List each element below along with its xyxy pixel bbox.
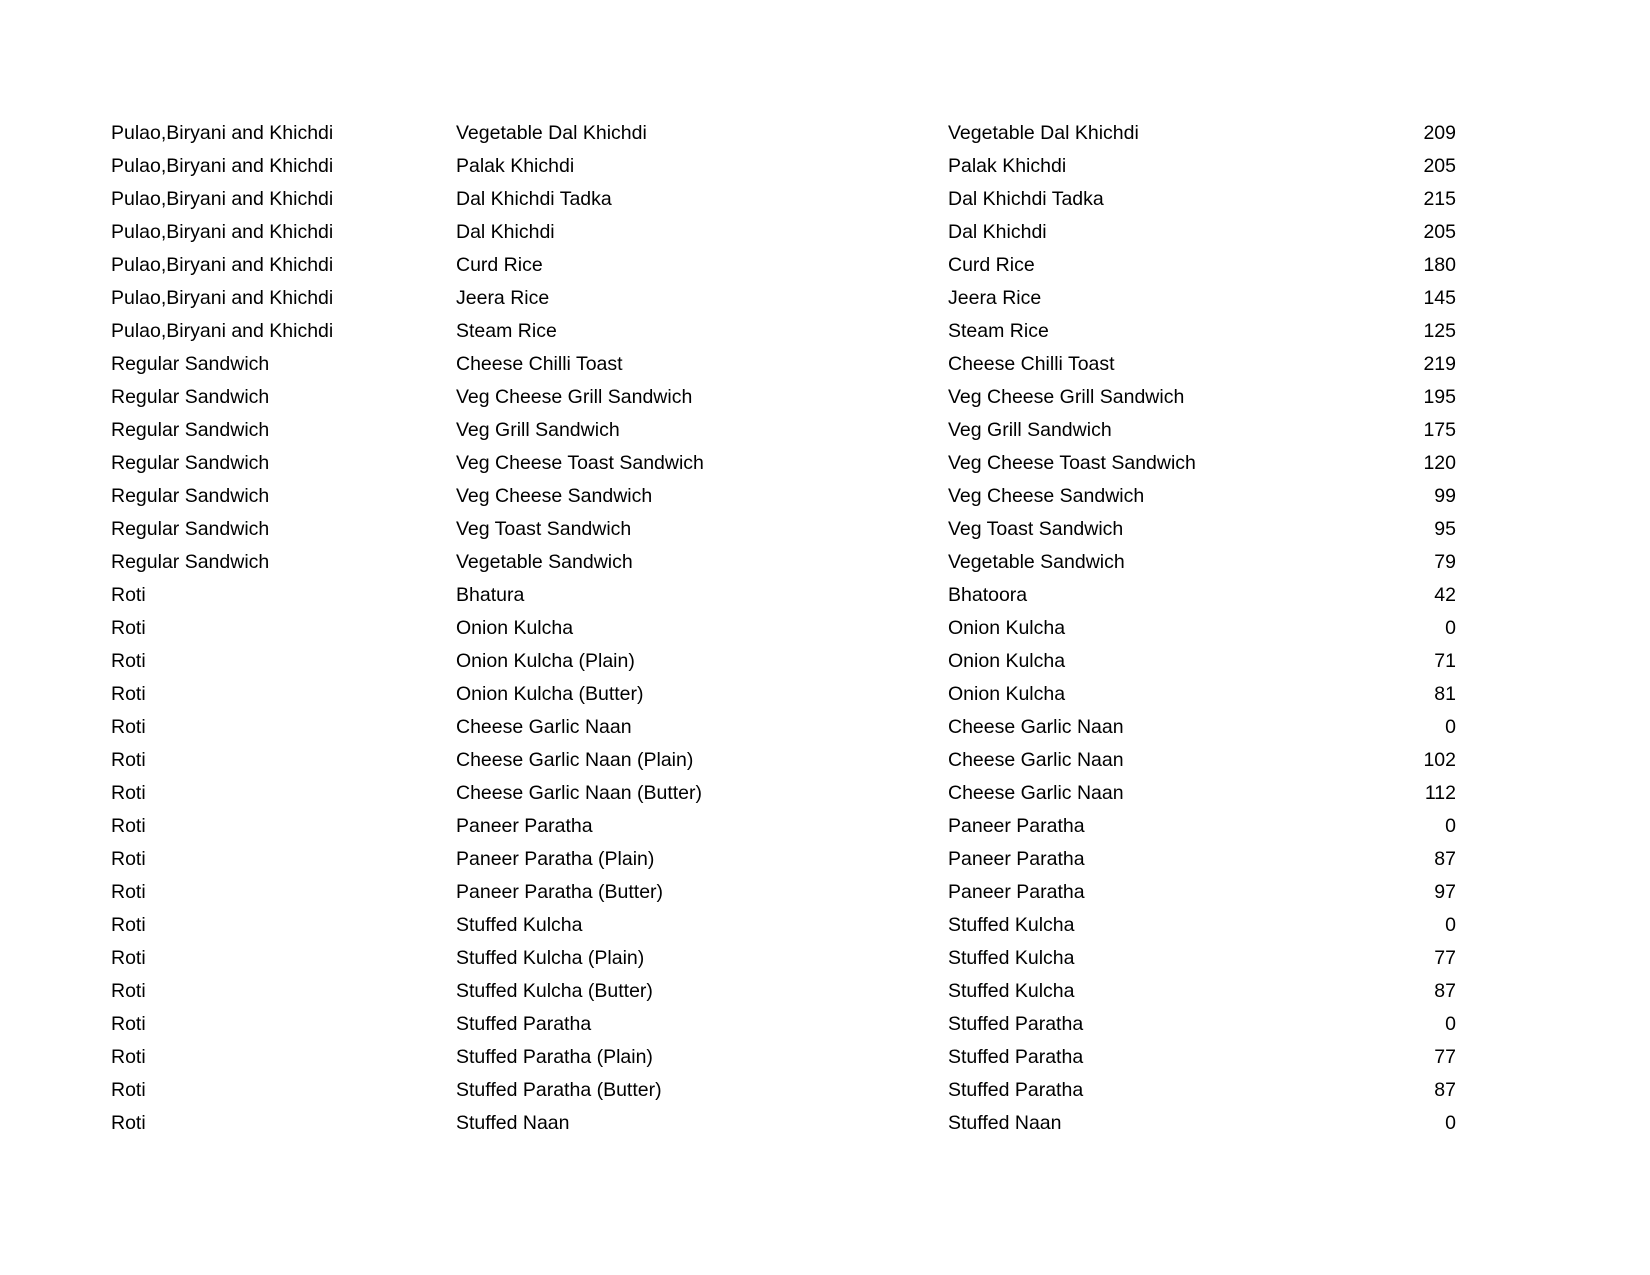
category-cell: Roti <box>111 782 146 804</box>
item-cell: Cheese Chilli Toast <box>456 353 623 375</box>
price-cell: 145 <box>1423 287 1456 309</box>
name-cell: Stuffed Kulcha <box>948 980 1075 1002</box>
table-row <box>111 216 1456 249</box>
table-row <box>111 1107 1456 1140</box>
item-cell: Bhatura <box>456 584 525 606</box>
price-cell: 81 <box>1434 683 1456 705</box>
price-cell: 120 <box>1423 452 1456 474</box>
item-cell: Veg Grill Sandwich <box>456 419 620 441</box>
category-cell: Roti <box>111 683 146 705</box>
category-cell: Pulao,Biryani and Khichdi <box>111 254 334 276</box>
item-cell: Veg Cheese Toast Sandwich <box>456 452 704 474</box>
category-cell: Regular Sandwich <box>111 518 270 540</box>
table-row <box>111 876 1456 909</box>
table-row <box>111 1008 1456 1041</box>
table-row <box>111 744 1456 777</box>
category-cell: Roti <box>111 947 146 969</box>
item-cell: Veg Cheese Sandwich <box>456 485 653 507</box>
name-cell: Cheese Chilli Toast <box>948 353 1115 375</box>
table-row <box>111 711 1456 744</box>
category-cell: Roti <box>111 650 146 672</box>
category-cell: Pulao,Biryani and Khichdi <box>111 221 334 243</box>
price-cell: 0 <box>1445 617 1456 639</box>
price-cell: 71 <box>1434 650 1456 672</box>
category-cell: Regular Sandwich <box>111 551 270 573</box>
name-cell: Veg Cheese Grill Sandwich <box>948 386 1185 408</box>
name-cell: Paneer Paratha <box>948 815 1085 837</box>
table-row <box>111 513 1456 546</box>
table-row <box>111 348 1456 381</box>
table-row <box>111 909 1456 942</box>
table-row <box>111 150 1456 183</box>
category-cell: Roti <box>111 584 146 606</box>
table-row <box>111 447 1456 480</box>
item-cell: Onion Kulcha (Plain) <box>456 650 635 672</box>
price-cell: 0 <box>1445 1013 1456 1035</box>
item-cell: Paneer Paratha (Butter) <box>456 881 664 903</box>
category-cell: Roti <box>111 1079 146 1101</box>
table-row <box>111 249 1456 282</box>
price-cell: 0 <box>1445 815 1456 837</box>
name-cell: Veg Toast Sandwich <box>948 518 1124 540</box>
item-cell: Jeera Rice <box>456 287 550 309</box>
table-row <box>111 282 1456 315</box>
price-cell: 77 <box>1434 1046 1456 1068</box>
price-cell: 87 <box>1434 1079 1456 1101</box>
item-cell: Paneer Paratha <box>456 815 593 837</box>
category-cell: Roti <box>111 1112 146 1134</box>
price-cell: 79 <box>1434 551 1456 573</box>
category-cell: Roti <box>111 980 146 1002</box>
name-cell: Vegetable Dal Khichdi <box>948 122 1139 144</box>
price-cell: 97 <box>1434 881 1456 903</box>
name-cell: Veg Cheese Sandwich <box>948 485 1145 507</box>
price-cell: 205 <box>1423 221 1456 243</box>
name-cell: Veg Cheese Toast Sandwich <box>948 452 1196 474</box>
category-cell: Roti <box>111 815 146 837</box>
price-cell: 205 <box>1423 155 1456 177</box>
name-cell: Onion Kulcha <box>948 683 1066 705</box>
table-row <box>111 414 1456 447</box>
table-row <box>111 315 1456 348</box>
item-cell: Stuffed Kulcha (Plain) <box>456 947 645 969</box>
price-cell: 102 <box>1423 749 1456 771</box>
category-cell: Regular Sandwich <box>111 419 270 441</box>
price-cell: 195 <box>1423 386 1456 408</box>
category-cell: Roti <box>111 749 146 771</box>
price-cell: 0 <box>1445 1112 1456 1134</box>
table-row <box>111 612 1456 645</box>
item-cell: Veg Toast Sandwich <box>456 518 632 540</box>
price-cell: 219 <box>1423 353 1456 375</box>
table-row <box>111 546 1456 579</box>
item-cell: Cheese Garlic Naan (Butter) <box>456 782 703 804</box>
category-cell: Roti <box>111 1013 146 1035</box>
table-row <box>111 1041 1456 1074</box>
name-cell: Stuffed Kulcha <box>948 947 1075 969</box>
name-cell: Stuffed Naan <box>948 1112 1062 1134</box>
item-cell: Vegetable Sandwich <box>456 551 633 573</box>
price-cell: 180 <box>1423 254 1456 276</box>
price-cell: 0 <box>1445 914 1456 936</box>
category-cell: Roti <box>111 716 146 738</box>
item-cell: Onion Kulcha <box>456 617 574 639</box>
item-cell: Cheese Garlic Naan (Plain) <box>456 749 694 771</box>
name-cell: Curd Rice <box>948 254 1035 276</box>
item-cell: Dal Khichdi <box>456 221 555 243</box>
price-cell: 99 <box>1434 485 1456 507</box>
table-row <box>111 381 1456 414</box>
category-cell: Pulao,Biryani and Khichdi <box>111 122 334 144</box>
item-cell: Stuffed Naan <box>456 1112 570 1134</box>
price-cell: 209 <box>1423 122 1456 144</box>
table-row <box>111 579 1456 612</box>
price-cell: 175 <box>1423 419 1456 441</box>
price-cell: 77 <box>1434 947 1456 969</box>
name-cell: Cheese Garlic Naan <box>948 782 1124 804</box>
name-cell: Stuffed Kulcha <box>948 914 1075 936</box>
category-cell: Roti <box>111 1046 146 1068</box>
item-cell: Stuffed Kulcha (Butter) <box>456 980 653 1002</box>
name-cell: Cheese Garlic Naan <box>948 716 1124 738</box>
name-cell: Palak Khichdi <box>948 155 1067 177</box>
menu-table <box>111 117 1456 1140</box>
category-cell: Roti <box>111 881 146 903</box>
table-row <box>111 777 1456 810</box>
category-cell: Pulao,Biryani and Khichdi <box>111 155 334 177</box>
name-cell: Steam Rice <box>948 320 1049 342</box>
item-cell: Stuffed Kulcha <box>456 914 583 936</box>
price-cell: 42 <box>1434 584 1456 606</box>
price-cell: 0 <box>1445 716 1456 738</box>
table-row <box>111 117 1456 150</box>
item-cell: Stuffed Paratha (Butter) <box>456 1079 662 1101</box>
price-cell: 125 <box>1423 320 1456 342</box>
item-cell: Paneer Paratha (Plain) <box>456 848 655 870</box>
name-cell: Vegetable Sandwich <box>948 551 1125 573</box>
name-cell: Stuffed Paratha <box>948 1046 1084 1068</box>
item-cell: Veg Cheese Grill Sandwich <box>456 386 693 408</box>
item-cell: Palak Khichdi <box>456 155 575 177</box>
name-cell: Dal Khichdi Tadka <box>948 188 1104 210</box>
name-cell: Jeera Rice <box>948 287 1042 309</box>
table-row <box>111 678 1456 711</box>
name-cell: Paneer Paratha <box>948 881 1085 903</box>
table-row <box>111 942 1456 975</box>
item-cell: Cheese Garlic Naan <box>456 716 632 738</box>
name-cell: Stuffed Paratha <box>948 1013 1084 1035</box>
category-cell: Regular Sandwich <box>111 452 270 474</box>
category-cell: Pulao,Biryani and Khichdi <box>111 188 334 210</box>
category-cell: Roti <box>111 617 146 639</box>
name-cell: Bhatoora <box>948 584 1028 606</box>
name-cell: Onion Kulcha <box>948 650 1066 672</box>
item-cell: Steam Rice <box>456 320 557 342</box>
price-cell: 87 <box>1434 980 1456 1002</box>
price-cell: 215 <box>1423 188 1456 210</box>
category-cell: Regular Sandwich <box>111 386 270 408</box>
table-row <box>111 810 1456 843</box>
item-cell: Curd Rice <box>456 254 543 276</box>
item-cell: Stuffed Paratha <box>456 1013 592 1035</box>
name-cell: Stuffed Paratha <box>948 1079 1084 1101</box>
price-cell: 87 <box>1434 848 1456 870</box>
price-cell: 95 <box>1434 518 1456 540</box>
item-cell: Stuffed Paratha (Plain) <box>456 1046 653 1068</box>
table-row <box>111 975 1456 1008</box>
category-cell: Regular Sandwich <box>111 353 270 375</box>
category-cell: Pulao,Biryani and Khichdi <box>111 320 334 342</box>
price-cell: 112 <box>1424 782 1456 804</box>
item-cell: Onion Kulcha (Butter) <box>456 683 644 705</box>
category-cell: Pulao,Biryani and Khichdi <box>111 287 334 309</box>
category-cell: Roti <box>111 914 146 936</box>
item-cell: Dal Khichdi Tadka <box>456 188 612 210</box>
name-cell: Onion Kulcha <box>948 617 1066 639</box>
name-cell: Dal Khichdi <box>948 221 1047 243</box>
table-row <box>111 645 1456 678</box>
table-row <box>111 843 1456 876</box>
category-cell: Roti <box>111 848 146 870</box>
category-cell: Regular Sandwich <box>111 485 270 507</box>
table-row <box>111 183 1456 216</box>
item-cell: Vegetable Dal Khichdi <box>456 122 647 144</box>
name-cell: Cheese Garlic Naan <box>948 749 1124 771</box>
name-cell: Veg Grill Sandwich <box>948 419 1112 441</box>
table-row <box>111 480 1456 513</box>
name-cell: Paneer Paratha <box>948 848 1085 870</box>
table-row <box>111 1074 1456 1107</box>
